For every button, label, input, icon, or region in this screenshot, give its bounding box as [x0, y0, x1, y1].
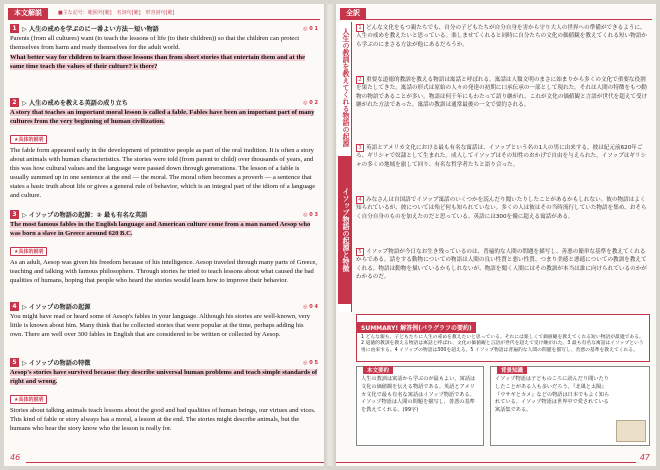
section-5-text-a: Aesop's stories have survived because they describe universal human problems and teach simple standards of right and wrong.: [10, 369, 318, 385]
side-box-label: イソップ物語の起源と特徴: [338, 156, 352, 304]
section-5-text-b: Stories about talking animals teach lessons about the good and bad qualities of human beings, our virtues and vices. This kind of fable or story always has a moral, a lesson at the end. The stories might describe animals, but the humans who hear the story know who the lesson is really for.: [10, 407, 316, 432]
background-panel-tab: 背景知識: [497, 366, 527, 374]
section-1-text-b: What better way for children to learn those lessons than from short stories that entertain them and at the same time teach the values of their culture? is there?: [10, 54, 306, 70]
section-number: 4: [10, 302, 19, 311]
abstract-panel-text: 人生の教訓は寓話から学ぶのが最もよい。寓話は文化の価値観を伝える物語である。英語とアメリカ文化で最も有名な寓話はイソップ物語である。イソップ物語は人間の問題を描写し、善悪の基準を教えてくれる。(99字): [361, 376, 476, 414]
book-gutter: [324, 4, 336, 466]
section-3-title: 3 ▷ イソップの物語の起源：② 最も有名な英語 ◎ 0 3: [10, 210, 318, 219]
right-page: [336, 4, 656, 466]
section-3-text-a: The most famous fables in the English language and American culture come from a man named Aesop who was born a slave in Greece around 620 B.C.: [10, 221, 311, 237]
audio-track-icon[interactable]: ◎ 0 5: [303, 359, 318, 366]
right-header-rule: [340, 19, 652, 20]
section-4-title: 4 ▷ イソップの物語の起源 ◎ 0 4: [10, 302, 318, 311]
section-1-title: 1 ▷ 人生の戒めを学ぶのに一番よい方法－短い物語 ◎ 0 1: [10, 24, 318, 33]
summary-title: SUMMARY! 解答例(パラグラフの要約): [357, 322, 476, 333]
translation-paragraph-3: 3 英語とアメリカ文化における最も有名な寓話は、イソップという名の1人の男に由来する。彼は紀元前620年ごろ、ギリシャで奴隷として生まれた。成人してイソップはその知性のおかげで自由を与えられた。イソップはギリシャの多くの地域を旅して回り、有名な哲学者たちと語り合った。: [356, 145, 647, 168]
translation-paragraph-1: 1 どんな文化をもつ親たちでも、自分の子どもたちが自分自身を害から守り大人の世界への準備ができるように、人生の戒めを教えたいと思っている。楽しませてくれると同時に自分たちの文化の価値観を教えてくれる短い物語から学ぶのにまさる方法が他にあるだろうか。: [356, 25, 647, 48]
abstract-panel: [356, 366, 484, 446]
left-page-number: 46: [10, 453, 21, 462]
section-number: 5: [10, 358, 19, 367]
translation-paragraph-5: 5 イソップ物語が今日なお生き残っているのは、普遍的な人間の問題を描写し、善悪の簡単な基準を教えてくれるからである。話をする動物についての物語は人間の良い性質と悪い性質、つまり美徳と悪徳についての教訓を教えてくれる。物語は動物を描いているかもしれないが、物語を聞く人間にはその教訓が本当は誰に向けられているのかがわかるのだ。: [356, 249, 647, 281]
abstract-panel-tab: 本文要約: [363, 366, 393, 374]
section-1-text-a: Parents (from all cultures) want (to teach the lessons of life (to their children)) so that the children can protect themselves from harm and ready themselves for the adult world.: [10, 35, 300, 51]
left-page-legend: ■主な記号：範囲外[範] 名詞句[範] 形容詞句[範]: [58, 10, 175, 16]
right-page-tab: 全訳: [340, 8, 366, 19]
paragraph-number: 3: [356, 144, 364, 152]
right-page-number: 47: [639, 453, 650, 462]
paragraph-number: 5: [356, 248, 364, 256]
section-1: [10, 24, 318, 71]
audio-track-icon[interactable]: ◎ 0 4: [303, 303, 318, 310]
side-band: [338, 22, 352, 312]
explanation-badge: ★具体的説明: [10, 395, 47, 404]
audio-track-icon[interactable]: ◎ 0 2: [303, 99, 318, 106]
left-page-tab: 本文解説: [8, 8, 48, 19]
section-2: [10, 98, 318, 200]
section-2-title: 2 ▷ 人生の戒めを教える英語の成り立ち ◎ 0 2: [10, 98, 318, 107]
section-number: 2: [10, 98, 19, 107]
section-number: 3: [10, 210, 19, 219]
section-3-text-b: As an adult, Aesop was given his freedom because of his intelligence. Aesop traveled through many parts of Greece, teaching and talking with famous philosophers. Through stories he tried to teach lessons about what caused the bad qualities of humans, hoping that people who heard the stories would learn how to improve their behavior.: [10, 259, 318, 284]
background-panel-text: イソップ物語は子どものころに読んだり聞いたりしたことがある人も多いだろう。『北風と太陽』『ウサギとカメ』などの物語は日本でもよく知られている。イソップ物語は世界中で愛されている寓話集である。: [495, 376, 610, 414]
section-3: [10, 210, 318, 285]
footer-rule: [26, 462, 324, 463]
section-4: [10, 302, 318, 339]
footer-rule: [336, 462, 636, 463]
audio-track-icon[interactable]: ◎ 0 1: [303, 25, 318, 32]
paragraph-number: 4: [356, 196, 364, 204]
explanation-badge: ★具体的説明: [10, 135, 47, 144]
translation-paragraph-2: 2 重要な道徳的教訓を教える物語は寓話と呼ばれる。寓話は人類文明のまさに始まりから多くの文化で重要な役割を果たしてきた。寓話の形式は原始の人々の発達の初期に口承伝承の一部として現れた。それは人間の特徴をもつ動物の物語であることが多い。物語は何千年にもわたって語り継がれ、これが文化の価値観と言語が世代を超えて受け継がれた方法であった。寓話の教訓は通常最後の一文で要約される。: [356, 77, 648, 109]
summary-box: [356, 314, 650, 362]
audio-track-icon[interactable]: ◎ 0 3: [303, 211, 318, 218]
explanation-badge: ★具体的説明: [10, 247, 47, 256]
paragraph-number: 1: [356, 24, 364, 32]
section-2-text-a: A story that teaches an important moral lesson is called a fable. Fables have been an important part of many cultures from the very beginning of human civilization.: [10, 109, 315, 125]
summary-text: 1 どんな親も、子どもたちに人生の戒めを教えたいと思っている。それには楽しくて価値観を教えてくれる短い物語が最適である。2 道徳的教訓を教える物語は寓話と呼ばれ、文化の価値観と言語が世代を超えて受け継がれた。3 最も有名な寓話はイソップという男に由来する。4 イソップの物語は300を超える。5 イソップ物語は普遍的な人間の問題を描写し、善悪の基準を教えてくれる。: [361, 335, 644, 353]
section-5: [10, 358, 318, 433]
left-header-rule: [8, 19, 320, 20]
paragraph-number: 2: [356, 76, 364, 84]
side-label: 人生の教訓を教えてくれる物語の起源: [342, 28, 350, 147]
section-number: 1: [10, 24, 19, 33]
section-2-text-b: The fable form appeared early in the development of primitive people as part of the oral tradition. It is often a story about animals with human characteristics. The stories were told (from parent to child) over thousands of years, and this was how cultural values and the language were passed down through generations. The lesson of a fable is usually summed up in one sentence at the end — the moral. The moral often becomes a proverb — a sentence that states a basic truth about life or gives a general rule of behavior, which is an integral part of the idiom of a language and culture.: [10, 147, 316, 199]
left-page: [4, 4, 324, 466]
translation-paragraph-4: 4 みなさんは自国語でイソップ寓話のいくつかを読んだり聞いたりしたことがあるかもしれない。彼の物語はよく知られているが、彼については殆ど何も知られていない。多くの人は彼はその当時流行していた物語を集め、おそらく自分自身のものを加えたのだと思っている。英語には300を優に超える寓話がある。: [356, 197, 647, 220]
section-4-text-a: You might have read or heard some of Aesop's fables in your language. Although his stories are well-known, very little is known about him. Many think that he collected stories that were popular at the time, perhaps adding his own. There are well over 300 fables in English that are considered to be written or collected by Aesop.: [10, 313, 311, 338]
book-cover-illustration: [616, 420, 646, 442]
section-5-title: 5 ▷ イソップの物語の特徴 ◎ 0 5: [10, 358, 318, 367]
background-panel: [490, 366, 650, 446]
